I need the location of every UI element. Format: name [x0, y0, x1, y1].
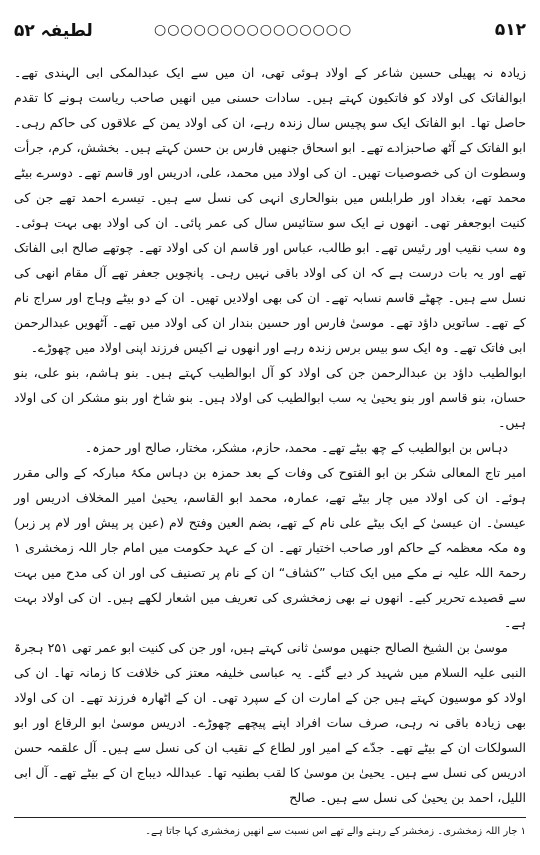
paragraph-2: ابوالطیب داؤد بن عبدالرحمن جن کی اولاد کو آل ابوالطیب کہتے ہیں۔ بنو ہاشم، بنو علی، بنو حسان، بنو قاسم اور بنو یحییٰ یہ سب ابوالطیب کی اولاد ہیں۔ بنو شاخ اور بنو مشکر ان کی اولاد ہیں۔: [14, 365, 526, 430]
paragraph-5: موسیٰ بن الشیخ الصالح جنھیں موسیٰ ثانی کہتے ہیں، اور جن کی کنیت ابو عمر تھی ۲۵۱ ہجرۃ النبی علیہ السلام میں شہید کر دیے گئے۔ یہ عباسی خلیفہ معتز کی خلافت کا زمانہ تھا۔ ان کی اولاد کو موسیون کہتے ہیں جن کے امارت ان کے سپرد تھی۔ ان کے اٹھارہ فرزند تھے۔ ان کی اولاد بھی زیادہ باقی نہ رہی، صرف سات افراد اپنے پیچھے چھوڑے۔ ادریس موسیٰ ابو الرقاع اور ابو السولکات ان کے بیٹے تھے۔ جدّے کے امیر اور لطاع کے نقیب ان کی نسل سے ہیں۔ آل علقمہ حسن ادریس کی نسل سے ہیں۔ یحییٰ بن موسیٰ کا لقب بطنیہ تھا۔ عبداللہ دیباج ان کے بیٹے تھے۔ آل ابی اللیل، احمد بن یحییٰ کی نسل سے ہیں۔ صالح: [14, 640, 526, 805]
paragraph-4: امیر تاج المعالی شکر بن ابو الفتوح کی وفات کے بعد حمزہ بن دہاس مکۂ مبارکہ کے والی مقرر ہوئے۔ ان کی اولاد میں چار بیٹے تھے، عمارہ، محمد ابو القاسم، یحییٰ امیر المخلاف ادریس اور عیسیٰ۔ ان عیسیٰ کے ایک بیٹے علی نام کے تھے، بضم العین وفتح لام (عین پر پیش اور لام پر زبر) وہ مکہ معظمہ کے حاکم اور صاحب اختیار تھے۔ ان کے عہد حکومت میں امام جار اللہ زمخشری ۱ رحمۃ اللہ علیہ نے مکے میں ایک کتاب ”کشاف“ ان کے نام پر تصنیف کی اور ان کی مدح میں بہت سے قصیدے تحریر کیے۔ انھوں نے بھی زمخشری کی تعریف میں اشعار لکھے ہیں۔ ان کی اولاد بہت ہے۔: [14, 465, 526, 630]
header-ornament: ○○○○○○○○○○○○○○○: [154, 22, 353, 38]
footnote: ۱ جار اللہ زمخشری۔ زمخشر کے رہنے والے تھے اس نسبت سے انھیں زمخشری کہا جاتا ہے۔: [145, 826, 526, 837]
paragraph-1: زیادہ نہ پھیلی حسین شاعر کے اولاد ہوئی تھی، ان میں سے ایک عبدالمکی ابی الہندی تھے۔ ابوالفاتک کی اولاد کو فاتکیون کہتے ہیں۔ سادات حسنی میں انھیں صاحب ریاست ہونے کا تقدم حاصل تھا۔ ابو الفاتک ایک سو پچیس سال زندہ رہے، ان کی اولاد یمن کے علاقوں کی حاکم رہی۔ ابو الفاتک کے آٹھ صاحبزادے تھے۔ ابو اسحاق جنھیں فارس بن حسن کہتے ہیں۔ بخشش، کرم، جرأت وسطوت ان کی خصوصیات تھیں۔ ان کی اولاد میں محمد، علی، ادریس اور قاسم تھے۔ دوسرے بیٹے محمد تھے، بغداد اور طرابلس میں بنوالحاری انہی کی نسل سے ہیں۔ تیسرے احمد تھے جن کی کنیت ابوجعفر تھی۔ انھوں نے ایک سو ستائیس سال کی عمر پائی۔ ان کی اولاد بھی بہت ہوئی۔ وہ سب نقیب اور رئیس تھے۔ ابو طالب، عباس اور قاسم ان کی اولاد تھے۔ چوتھے صالح ابی الفاتک تھے اور یہ بات درست ہے کہ ان کی اولاد باقی نہیں رہی۔ پانچویں جعفر تھے آل مقام انھی کی نسل سے ہیں۔ چھٹے قاسم نسابہ تھے۔ ان کی بھی اولادیں تھیں۔ ان کے دو بیٹے وہاج اور سراج نام کے تھے۔ ساتویں داؤد تھے۔ موسیٰ فارس اور حسین بندار ان کی اولاد میں تھے۔ آٹھویں عبدالرحمن ابی فاتک تھے۔ وہ ایک سو بیس برس زندہ رہے اور انھوں نے اکیس فرزند اپنی اولاد میں چھوڑے۔: [14, 65, 526, 355]
chapter-title: لطیفہ ۵۲: [14, 21, 93, 41]
body-text: [14, 60, 526, 810]
page-number: ۵۱۲: [494, 20, 526, 40]
footnote-divider: [14, 817, 526, 818]
paragraph-3: دہاس بن ابوالطیب کے چھ بیٹے تھے۔ محمد، حازم، مشکر، مختار، صالح اور حمزہ۔: [84, 440, 508, 455]
page-header: [14, 18, 526, 48]
